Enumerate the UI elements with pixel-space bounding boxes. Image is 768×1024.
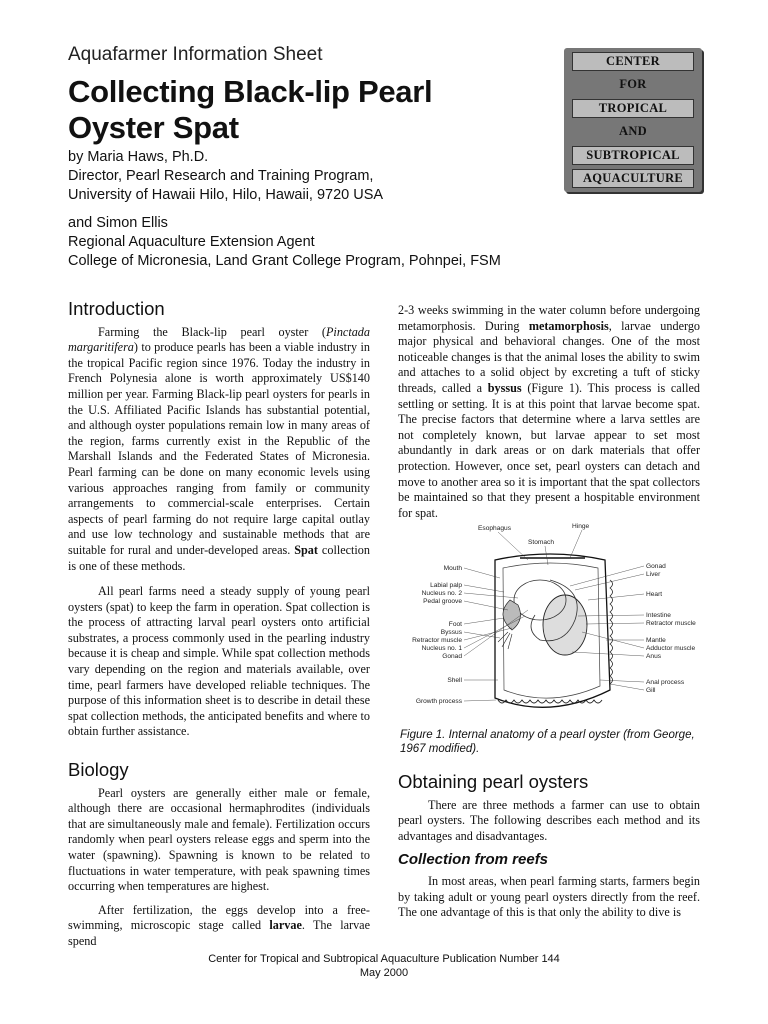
- figure-label: Foot: [448, 621, 462, 628]
- text-run: . The larvae spend: [68, 918, 370, 948]
- obtaining-section: [398, 771, 700, 921]
- figure-label: Shell: [447, 677, 462, 684]
- text-run: ) to produce pearls has been a viable industry in the tropical Pacific region since 1976. Today the industry in French Polynesia alone is worth approximately US$140 million per year. Farming Black-lip pearl oysters for pearls in the U.S. Affiliated Pacific Islands has substantial potential, and although oyster populations remain low in many areas of the region, farms currently exist in the Republic of the Marshall Islands and the Federated States of Micronesia. Pearl farming can be done on many economic levels using various approaches ranging from family or community arrangements to commercial-scale enterprises. Certain aspects of pearl farming do not require large capital outlay and use low technology and sustainable methods that are suitable for rural and under-developed areas.: [68, 340, 370, 557]
- figure-label: Gonad: [646, 563, 666, 570]
- text-run: Farming the Black-lip pearl oyster (: [98, 324, 326, 339]
- growth-edge: [498, 700, 602, 703]
- logo-line: AQUACULTURE: [572, 169, 694, 188]
- figure-label: Stomach: [528, 539, 555, 546]
- figure-label: Intestine: [646, 612, 671, 619]
- author-line: University of Hawaii Hilo, Hilo, Hawaii, 9720 USA: [68, 187, 384, 203]
- document-title: [68, 74, 432, 146]
- figure-label: Nucleus no. 1: [421, 645, 462, 652]
- figure-label: Esophagus: [478, 525, 511, 532]
- oyster-anatomy-figure: [400, 520, 700, 725]
- biology-section: [68, 759, 370, 950]
- figure-caption: Figure 1. Internal anatomy of a pearl oyster (from George, 1967 modified).: [400, 729, 695, 755]
- text-run: 2-3 weeks swimming in the water column before undergoing metamorphosis. During: [398, 303, 700, 333]
- author-line: College of Micronesia, Land Grant College Program, Pohnpei, FSM: [68, 253, 501, 269]
- figure-label: Growth process: [415, 698, 462, 705]
- figure-label: Nucleus no. 2: [421, 590, 462, 597]
- biology-paragraph-1: Pearl oysters are generally either male or female, although there are occasional hermaphrodites (individuals that are simultaneously male and female). Fertilization occurs randomly when pearl oysters release eggs and sperm into the water (spawning). Spawning is known to be related to fluctuations in water temperature, with peak spawning times occurring when temperatures are highest.: [68, 785, 370, 894]
- author-line: Regional Aquaculture Extension Agent: [68, 234, 315, 250]
- figure-label: Heart: [646, 591, 663, 598]
- introduction-paragraph-1: [68, 325, 370, 575]
- biology-heading: Biology: [68, 759, 129, 780]
- figure-label: Gill: [646, 687, 656, 694]
- introduction-heading: Introduction: [68, 298, 165, 319]
- author-line: and Simon Ellis: [68, 215, 168, 231]
- figure-label: Gonad: [442, 653, 462, 660]
- text-run: collection is one of these methods.: [68, 542, 370, 573]
- biology-paragraph-2: [68, 903, 370, 950]
- byssus-threads: [498, 632, 512, 649]
- logo-line: TROPICAL: [572, 99, 694, 118]
- metamorphosis-paragraph: [398, 303, 700, 521]
- text-run: , larvae undergo major physical and behavioral changes. One of the most noticeable changes is that the animal loses the ability to swim and attaches to a solid object by excreting a tuft of sticky threads, called a: [398, 318, 701, 395]
- figure-label: Retractor muscle: [412, 637, 462, 644]
- figure-label: Liver: [646, 571, 661, 578]
- right-column-text: [398, 303, 700, 521]
- obtaining-heading: Obtaining pearl oysters: [398, 771, 589, 792]
- adductor-muscle: [543, 595, 587, 655]
- author-line: Director, Pearl Research and Training Program,: [68, 168, 374, 184]
- author-block: [68, 148, 501, 271]
- text-run: After fertilization, the eggs develop into a free-swimming, microscopic stage called: [68, 902, 370, 933]
- logo-line: FOR: [619, 77, 647, 92]
- figure-label: Byssus: [440, 629, 462, 636]
- figure-label: Retractor muscle: [646, 620, 696, 627]
- figure-label: Mantle: [646, 637, 666, 644]
- foot-organ: [503, 600, 520, 630]
- title-line-2: Oyster Spat: [68, 110, 239, 145]
- bold-term: metamorphosis: [528, 318, 609, 333]
- footer-publication: Center for Tropical and Subtropical Aquaculture Publication Number 144: [208, 953, 560, 965]
- figure-label: Hinge: [572, 523, 590, 530]
- figure-label: Labial palp: [430, 582, 462, 589]
- obtaining-paragraph-2: In most areas, when pearl farming starts, farmers begin by taking adult or young pearl oysters directly from the reef. The one advantage of this is that only the ability to dive is: [398, 873, 700, 920]
- title-line-1: Collecting Black-lip Pearl: [68, 74, 433, 109]
- bold-term: larvae: [269, 918, 302, 933]
- figure-label: Adductor muscle: [646, 645, 696, 652]
- introduction-section: [68, 298, 370, 740]
- series-title: Aquafarmer Information Sheet: [68, 44, 323, 65]
- footer-date: May 2000: [359, 967, 409, 979]
- bold-term: byssus: [487, 380, 522, 395]
- logo-line: SUBTROPICAL: [572, 146, 694, 165]
- reef-collection-subheading: Collection from reefs: [398, 851, 549, 869]
- obtaining-paragraph-1: There are three methods a farmer can use to obtain pearl oysters. The following describes each method and its advantages and disadvantages.: [398, 797, 700, 843]
- introduction-paragraph-2: All pearl farms need a steady supply of young pearl oysters (spat) to keep the farm in operation. Spat collection is the process of attracting larval pearl oysters onto artificial substrates, a process commonly used in the pearling industry because it is cheap and simple. While spat collection methods vary depending on the region and materials available, over time, pearl farmers have developed reliable techniques. The purpose of this information sheet is to describe in detail these spat collection methods, the anticipated benefits and where to obtain further assistance.: [68, 584, 370, 739]
- figure-label: Anal process: [646, 679, 685, 686]
- author-line: by Maria Haws, Ph.D.: [68, 149, 209, 165]
- text-run: (Figure 1). This process is called settling or setting. It is at this point that larvae become spat. The precise factors that determine where a larva settles are not completely known, but larvae appear to set most abundantly in dark areas or on dark materials that offer protection. However, once set, pearl oysters can detach and move to another area so it is important that the spat collectors be maintained so that they present a hospitable environment for spat.: [398, 380, 700, 520]
- figure-label: Anus: [646, 653, 662, 660]
- figure-label: Mouth: [443, 565, 462, 572]
- logo-line: CENTER: [572, 52, 694, 71]
- ctsa-logo: [564, 48, 702, 192]
- bold-term: Spat: [294, 542, 318, 557]
- figure-label: Pedal groove: [423, 598, 462, 605]
- logo-line: AND: [619, 124, 647, 139]
- gill-right-edge: [610, 580, 613, 684]
- species-name: Pinctada margaritifera: [68, 324, 370, 355]
